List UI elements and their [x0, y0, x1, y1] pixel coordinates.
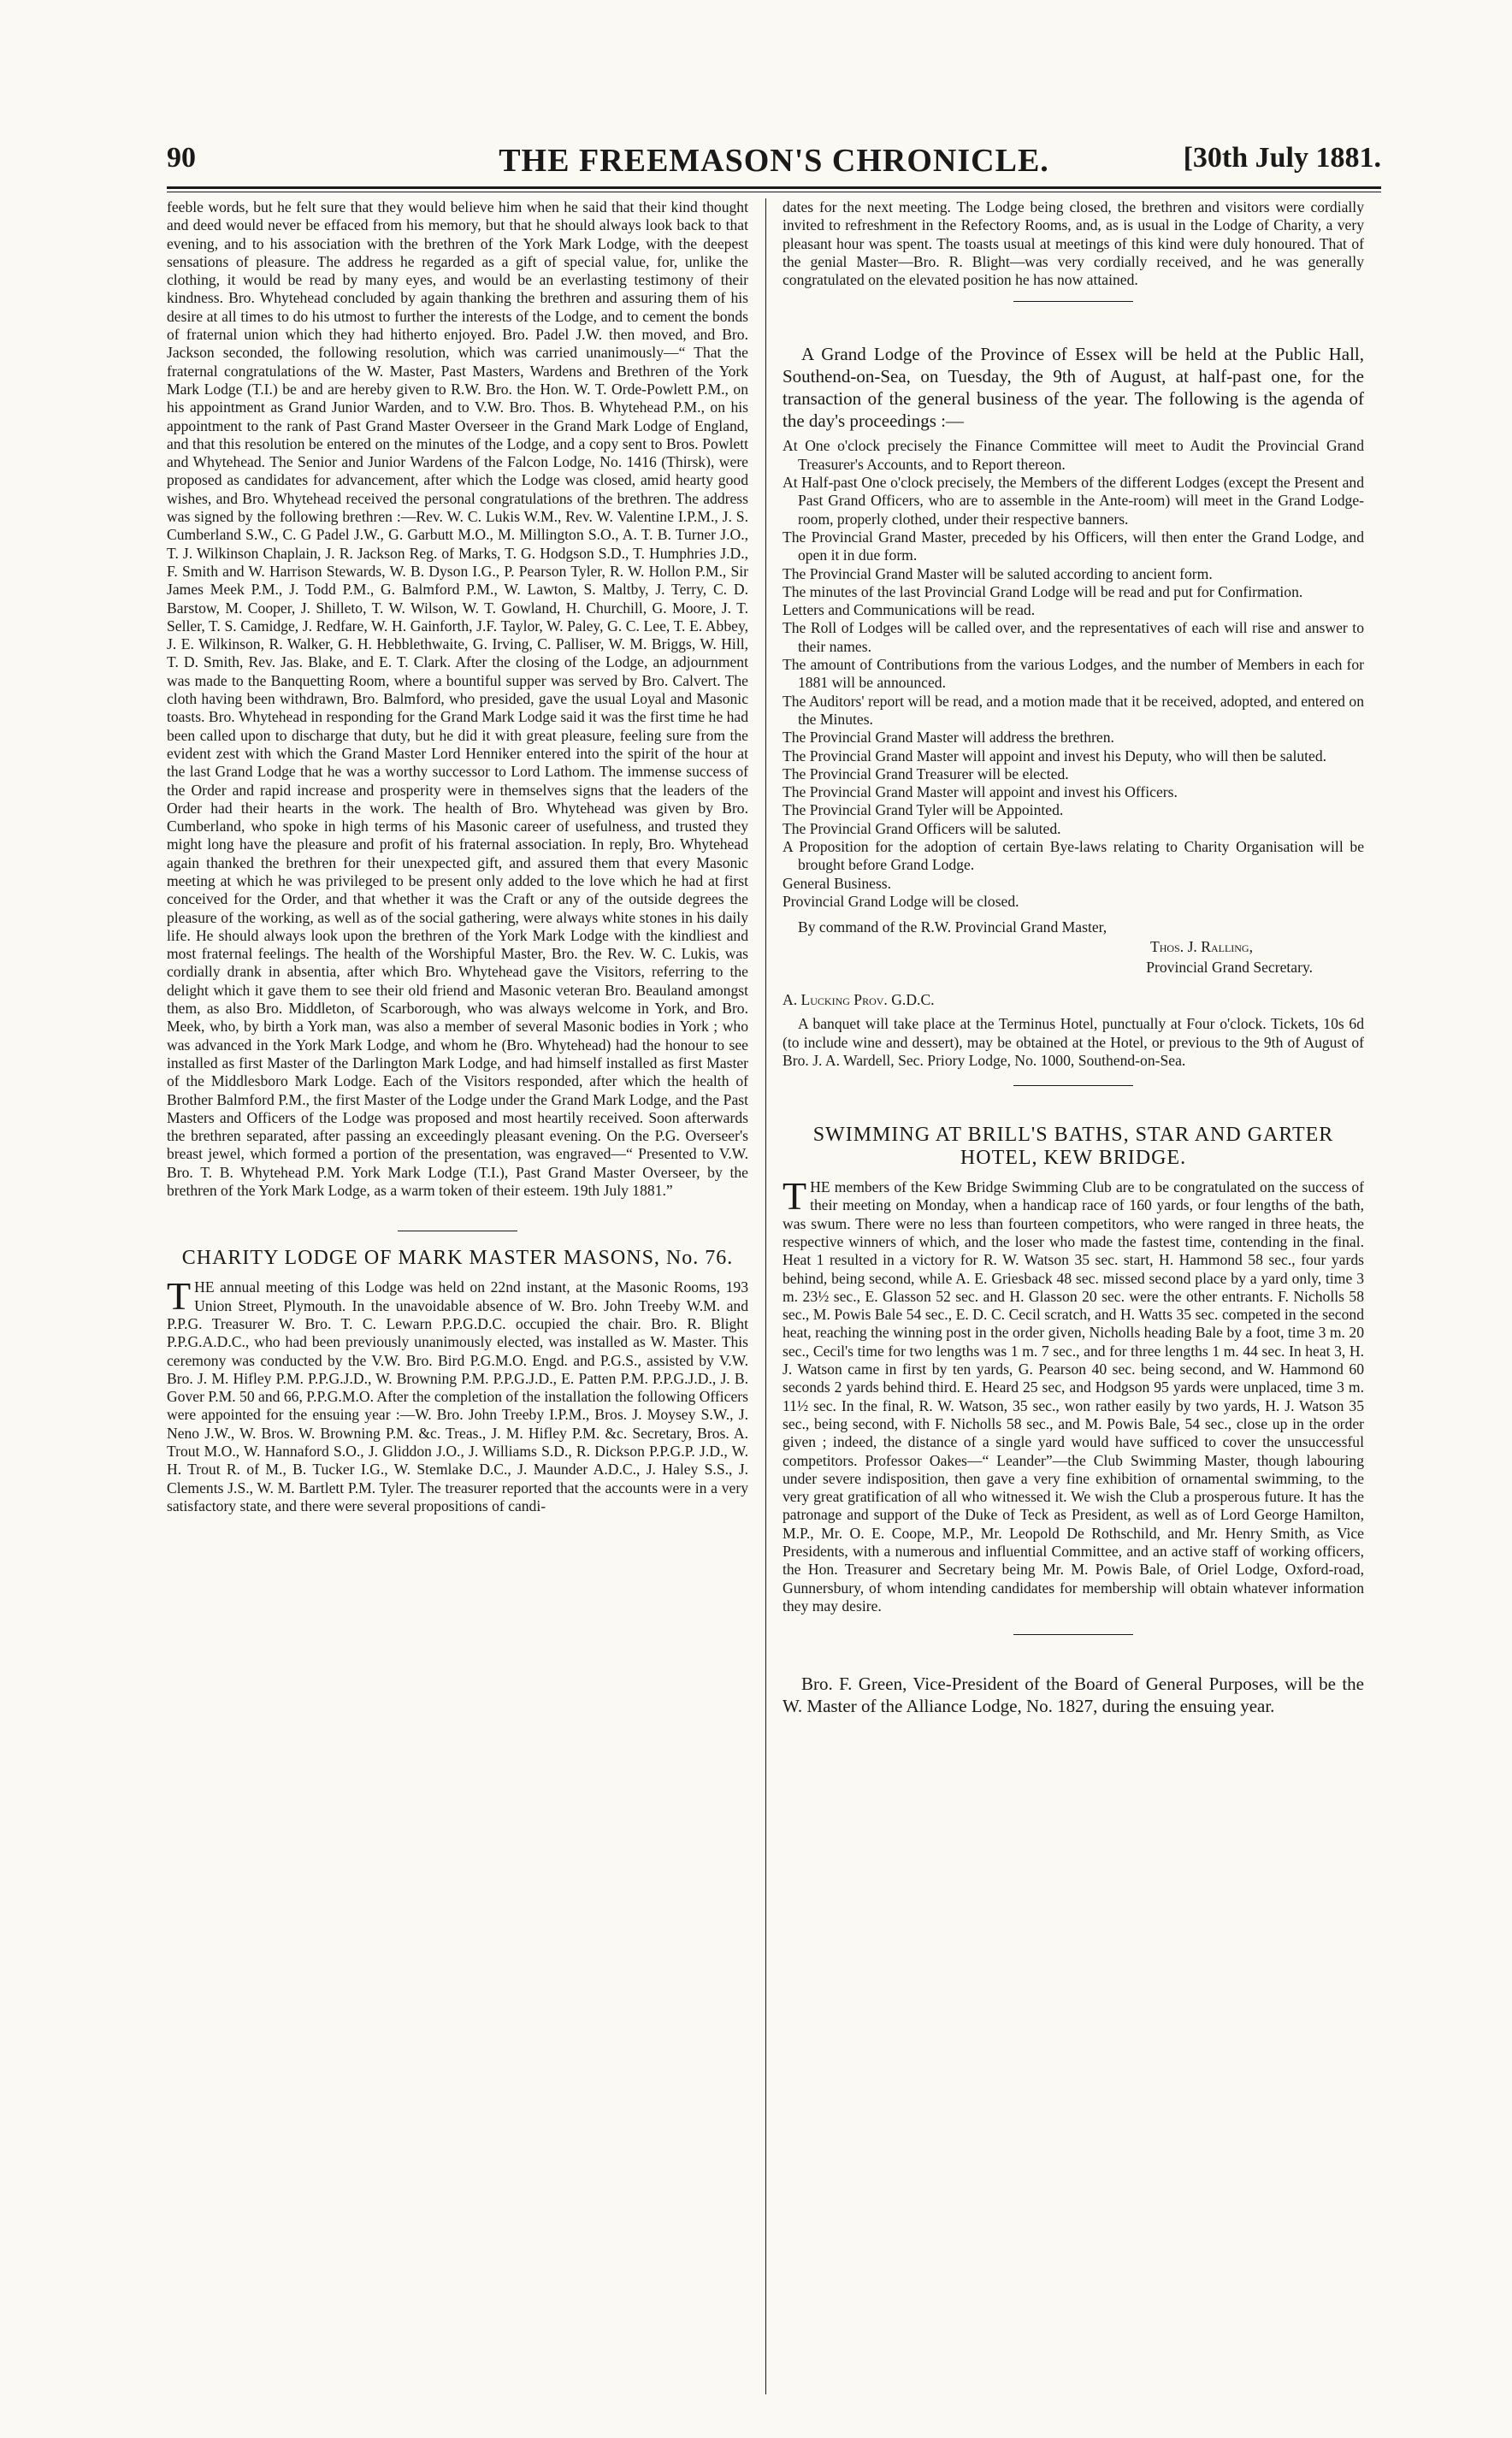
agenda-item: At Half-past One o'clock precisely, the Members of the different Lodges (except the Present and Past Grand Officers, who are to assemble in the Ante-room) will meet in the Grand Lodge-room, properly clothed, under their respective banners. [783, 474, 1364, 528]
left-column [167, 198, 748, 2394]
agenda-item: The Roll of Lodges will be called over, and the representatives of each will rise and answer to their names. [783, 619, 1364, 655]
agenda-item: The Provincial Grand Tyler will be Appointed. [783, 801, 1064, 819]
command-line: By command of the R.W. Provincial Grand Master, [798, 918, 1107, 936]
agenda-item: The Auditors' report will be read, and a motion made that it be received, adopted, and entered on the Minutes. [783, 692, 1364, 728]
page-number: 90 [167, 142, 196, 174]
agenda-item: The amount of Contributions from the various Lodges, and the number of Members in each for 1881 will be announced. [783, 656, 1364, 692]
agenda-item: General Business. [783, 874, 892, 892]
swimming-report: THE members of the Kew Bridge Swimming Club are to be congratulated on the success of their meeting on Monday, when a handicap race of 160 yards, or four lengths of the bath, was swum. There were no less than fourteen competitors, who were ranged in three heats, the respective winners of which, and the loser who made the fastest time, contending in the final. Heat 1 resulted in a victory for R. W. Watson 35 sec. start, H. Hammond 58 sec., four yards behind, being second, while A. E. Griesback 48 sec. missed second place by a yard only, time 3 m. 23½ sec., E. Glasson 52 sec. and H. Glasson 20 sec. were the other entrants. F. Nicholls 58 sec., M. Powis Bale 54 sec., E. D. C. Cecil scratch, and H. Watts 35 sec. competed in the second heat, reaching the winning post in the order given, Nicholls heading Bale by a foot, time 3 m. 20 sec., Cecil's time for two lengths was 1 m. 7 sec., and for three lengths 1 m. 44 sec. In heat 3, H. J. Watson came in first by ten yards, G. Pearson 40 sec. being second, and W. Hammond 60 seconds 2 yards behind third. E. Heard 25 sec, and Hodgson 95 yards were unplaced, time 3 m. 11½ sec. In the final, R. W. Watson, 35 sec., won rather easily by two yards, H. J. Watson 35 sec., being second, with F. Nicholls 58 sec., and M. Powis Bale, 54 sec., close up in the order given ; indeed, the distance of a single yard would have sufficed to cover the unsuccessful competitors. Professor Oakes—“ Leander”—the Club Swimming Master, though labouring under severe indisposition, then gave a very fine exhibition of ornamental swimming, to the very great gratification of all who witnessed it. We wish the Club a prosperous future. It has the patronage and support of the Duke of Teck as President, as well as of Lord George Hamilton, M.P., Mr. O. E. Coope, M.P., Mr. Leopold De Rothschild, and Mr. Henry Smith, as Vice Presidents, with a numerous and influential Committee, and an active staff of working officers, the Hon. Treasurer and Secretary being Mr. M. Powis Bale, of Oriel Lodge, Oxford-road, Gunnersbury, of whom intending candidates for membership will obtain whatever information they may desire. [783, 1174, 1364, 1615]
column-rule [765, 198, 766, 2394]
section-divider [1013, 1634, 1133, 1635]
york-mark-lodge-report: feeble words, but he felt sure that they would believe him when he said that their kind thought and deed would never be effaced from his memory, but that he should always look back to that evening, and to his association with the brethren of the York Mark Lodge, with the deepest sensations of pleasure. The address he regarded as a gift of special value, for, unlike the clothing, it would be read by many eyes, and would be an everlasting testimony of their kindness. Bro. Whytehead concluded by again thanking the brethren and assuring them of his desire at all times to do his utmost to further the interests of the Lodge, and to cement the bonds of fraternal union which they had hitherto enjoyed. Bro. Padel J.W. then moved, and Bro. Jackson seconded, the following resolution, which was carried unanimously—“ That the fraternal congratulations of the W. Master, Past Masters, Wardens and Brethren of the York Mark Lodge (T.I.) be and are hereby given to R.W. Bro. the Hon. W. T. Orde-Powlett P.M., on his appointment as Grand Junior Warden, and to V.W. Bro. Thos. B. Whytehead P.M., on his appointment to the rank of Past Grand Master Overseer in the Grand Mark Lodge of England, and that this resolution be entered on the minutes of the Lodge, and a copy sent to Bros. Powlett and Whytehead. The Senior and Junior Wardens of the Falcon Lodge, No. 1416 (Thirsk), were proposed as candidates for advancement, after which the Lodge was closed, amid hearty good wishes, and Bro. Whytehead received the personal congratulations of the brethren. The address was signed by the following brethren :—Rev. W. C. Lukis W.M., Rev. W. Valentine I.P.M., J. S. Cumberland S.W., C. G Padel J.W., G. Garbutt M.O., M. Millington S.O., A. T. B. Turner J.O., T. J. Wilkinson Chaplain, J. R. Jackson Reg. of Marks, T. G. Hodgson S.D., T. Humphries J.D., F. Smith and W. Harrison Stewards, W. B. Dyson I.G., P. Pearson Tyler, R. W. Hollon P.M., Sir James Meek P.M., J. Todd P.M., G. Balmford P.M., W. Lawton, S. Maltby, J. Terry, C. D. Barstow, M. Cooper, J. Shilleto, T. W. Wilson, W. T. Gowland, H. Churchill, G. Moore, J. T. Seller, T. S. Camidge, J. Redfare, W. H. Gainforth, J.F. Taylor, W. Paley, G. C. Lee, T. E. Abbey, J. E. Wilkinson, R. Walker, G. H. Hebblethwaite, G. Irving, C. Palliser, W. M. Briggs, W. Hill, T. D. Smith, Rev. Jas. Blake, and E. T. Clark. After the closing of the Lodge, an adjournment was made to the Banquetting Room, where a bountiful supper was served by Bro. Calvert. The cloth having been withdrawn, Bro. Balmford, who presided, gave the usual Loyal and Masonic toasts. Bro. Whytehead in responding for the Grand Mark Lodge said it was the first time he had been called upon to discharge that duty, but he did it with great pleasure, feeling sure from the evident zest with which the Grand Master Lord Henniker entered into the spirit of the hour at the last Grand Lodge that he was a worthy successor to Lord Lathom. The immense success of the Order and rapid increase and prosperity were in themselves signs that the leaders of the Order had their hearts in the work. The health of Bro. Whytehead was given by Bro. Cumberland, who spoke in high terms of his Masonic career of usefulness, and trusted they might long have the pleasure and profit of his fraternal association. In reply, Bro. Whytehead again thanked the brethren for their unexpected gift, and assured them that every Masonic meeting at which he was privileged to be present only added to the love which he had at first conceived for the Order, and that whether it was the Craft or any of the outside degrees the pleasure of the working, as well as of the social gathering, were always white stones in his daily life. He should always look upon the brethren of the York Mark Lodge with the kindliest and most fraternal feelings. The health of the Worshipful Master, Bro. the Rev. W. C. Lukis, was cordially drank in absentia, after which Bro. Whytehead gave the Visitors, referring to the delight which it gave them to see their old friend and Masonic veteran Bro. Beauland amongst them, as also Bro. Middleton, of Scarborough, who was always welcome in York, and Bro. Meek, who, by birth a York man, was also a member of several Masonic bodies in York ; who was advanced in the York Mark Lodge, and whom he (Bro. Whytehead) had the honour to see installed as first Master of the Darlington Mark Lodge, and had himself installed as first Master of the Middlesboro Mark Lodge. Each of the Visitors responded, after which the health of Brother Balmford P.M., the first Master of the Lodge under the Grand Mark Lodge, and the Past Masters and Officers of the Lodge was proposed and most heartily received. Soon afterwards the brethren separated, after passing an exceedingly pleasant evening. On the P.G. Overseer's breast jewel, which formed a portion of the presentation, was engraved—“ Presented to V.W. Bro. T. B. Whytehead P.M. York Mark Lodge (T.I.), Past Grand Master Overseer, by the brethren of the York Mark Lodge, as a warm token of their esteem. 19th July 1881.” [167, 198, 748, 1200]
charity-lodge-report: THE annual meeting of this Lodge was held on 22nd instant, at the Masonic Rooms, 193 Union Street, Plymouth. In the unavoidable absence of W. Bro. John Treeby W.M. and P.P.G. Treasurer W. Bro. T. C. Lewarn P.P.G.D.C. occupied the chair. Bro. R. Blight P.P.G.A.D.C., who had been previously unanimously elected, was installed as W. Master. This ceremony was conducted by the V.W. Bro. Bird P.G.M.O. Engd. and P.G.S., assisted by V.W. Bro. J. M. Hifley P.M. P.P.G.J.D., W. Browning P.M. P.P.G.J.D., E. Patten P.M. P.P.G.J.D., J. B. Gover P.M. 50 and 66, P.P.G.M.O. After the completion of the installation the following Officers were appointed for the ensuing year :—W. Bro. John Treeby I.P.M., Bros. J. Moysey S.W., J. Neno J.W., W. Bros. W. Browning P.M. &c. Treas., J. M. Hifley P.M. &c. Secretary, Bros. A. Trout M.O., W. Hannaford S.O., J. Gliddon J.O., J. Williams S.D., R. Dickson P.P.G.P. J.D., W. H. Trout R. of M., B. Tucker I.G., W. Stemlake D.C., J. Maunder A.D.C., J. Haley S.S., J. Clements J.S., W. M. Bartlett P.M. Tyler. The treasurer reported that the accounts were in a very satisfactory state, and there were several propositions of candi- [167, 1274, 748, 1514]
agenda-item: The Provincial Grand Master will address the brethren. [783, 729, 1114, 747]
agenda-item: The Provincial Grand Treasurer will be elected. [783, 764, 1069, 782]
charity-lodge-heading: CHARITY LODGE OF MARK MASTER MASONS, No. 76. [181, 1247, 734, 1270]
right-column [783, 198, 1364, 2394]
agenda-item: At One o'clock precisely the Finance Committee will meet to Audit the Provincial Grand Treasurer's Accounts, and to Report thereon. [783, 437, 1364, 473]
swimming-heading: SWIMMING AT BRILL'S BATHS, STAR AND GARTER HOTEL, KEW BRIDGE. [812, 1124, 1334, 1170]
agenda-item: The Provincial Grand Master, preceded by his Officers, will then enter the Grand Lodge, and open it in due form. [783, 528, 1364, 564]
agenda-item: The Provincial Grand Master will appoint and invest his Deputy, who will then be saluted. [783, 747, 1327, 764]
signer-title: Provincial Grand Secretary. [1146, 959, 1313, 977]
agenda-item: The Provincial Grand Master will be saluted according to ancient form. [783, 564, 1213, 582]
signer-name: Thos. J. Ralling, [1150, 938, 1253, 956]
agenda-list [783, 437, 1364, 911]
green-announcement: Bro. F. Green, Vice-President of the Board of General Purposes, will be the W. Master of the Alliance Lodge, No. 1827, during the ensuing year. [783, 1674, 1364, 1717]
banquet-notice: A banquet will take place at the Terminus Hotel, punctually at Four o'clock. Tickets, 10s 6d (to include wine and dessert), may be obtained at the Hotel, or previous to the 9th of August of Bro. J. A. Wardell, Sec. Priory Lodge, No. 1000, Southend-on-Sea. [783, 1015, 1364, 1069]
essex-announcement: A Grand Lodge of the Province of Essex will be held at the Public Hall, Southend-on-Sea, on Tuesday, the 9th of August, at half-past one, for the transaction of the general business of the year. The following is the agenda of the day's proceedings :— [783, 344, 1364, 432]
issue-date: [30th July 1881. [1183, 142, 1381, 174]
agenda-item: Provincial Grand Lodge will be closed. [783, 892, 1019, 910]
publication-title: THE FREEMASON'S CHRONICLE. [499, 143, 1049, 179]
section-divider [1013, 301, 1133, 302]
agenda-item: The minutes of the last Provincial Grand Lodge will be read and put for Confirmation. [783, 582, 1303, 600]
columns [167, 198, 1381, 2394]
agenda-item: The Provincial Grand Master will appoint and invest his Officers. [783, 783, 1178, 801]
lucking-signature: A. Lucking Prov. G.D.C. [783, 991, 935, 1009]
agenda-item: The Provincial Grand Officers will be saluted. [783, 819, 1061, 837]
agenda-item: A Proposition for the adoption of certain Bye-laws relating to Charity Organisation will be brought before Grand Lodge. [783, 838, 1364, 874]
agenda-item: Letters and Communications will be read. [783, 601, 1036, 619]
masthead [167, 137, 1381, 189]
charity-lodge-continued: dates for the next meeting. The Lodge being closed, the brethren and visitors were cordially invited to refreshment in the Refectory Rooms, and, as is usual in the Lodge of Charity, a very pleasant hour was spent. The toasts usual at meetings of this kind were duly honoured. That of the genial Master—Bro. R. Blight—was very cordially received, and he was generally congratulated on the elevated position he has now attained. [783, 198, 1364, 289]
section-divider [1013, 1085, 1133, 1086]
newspaper-page [167, 137, 1381, 2394]
